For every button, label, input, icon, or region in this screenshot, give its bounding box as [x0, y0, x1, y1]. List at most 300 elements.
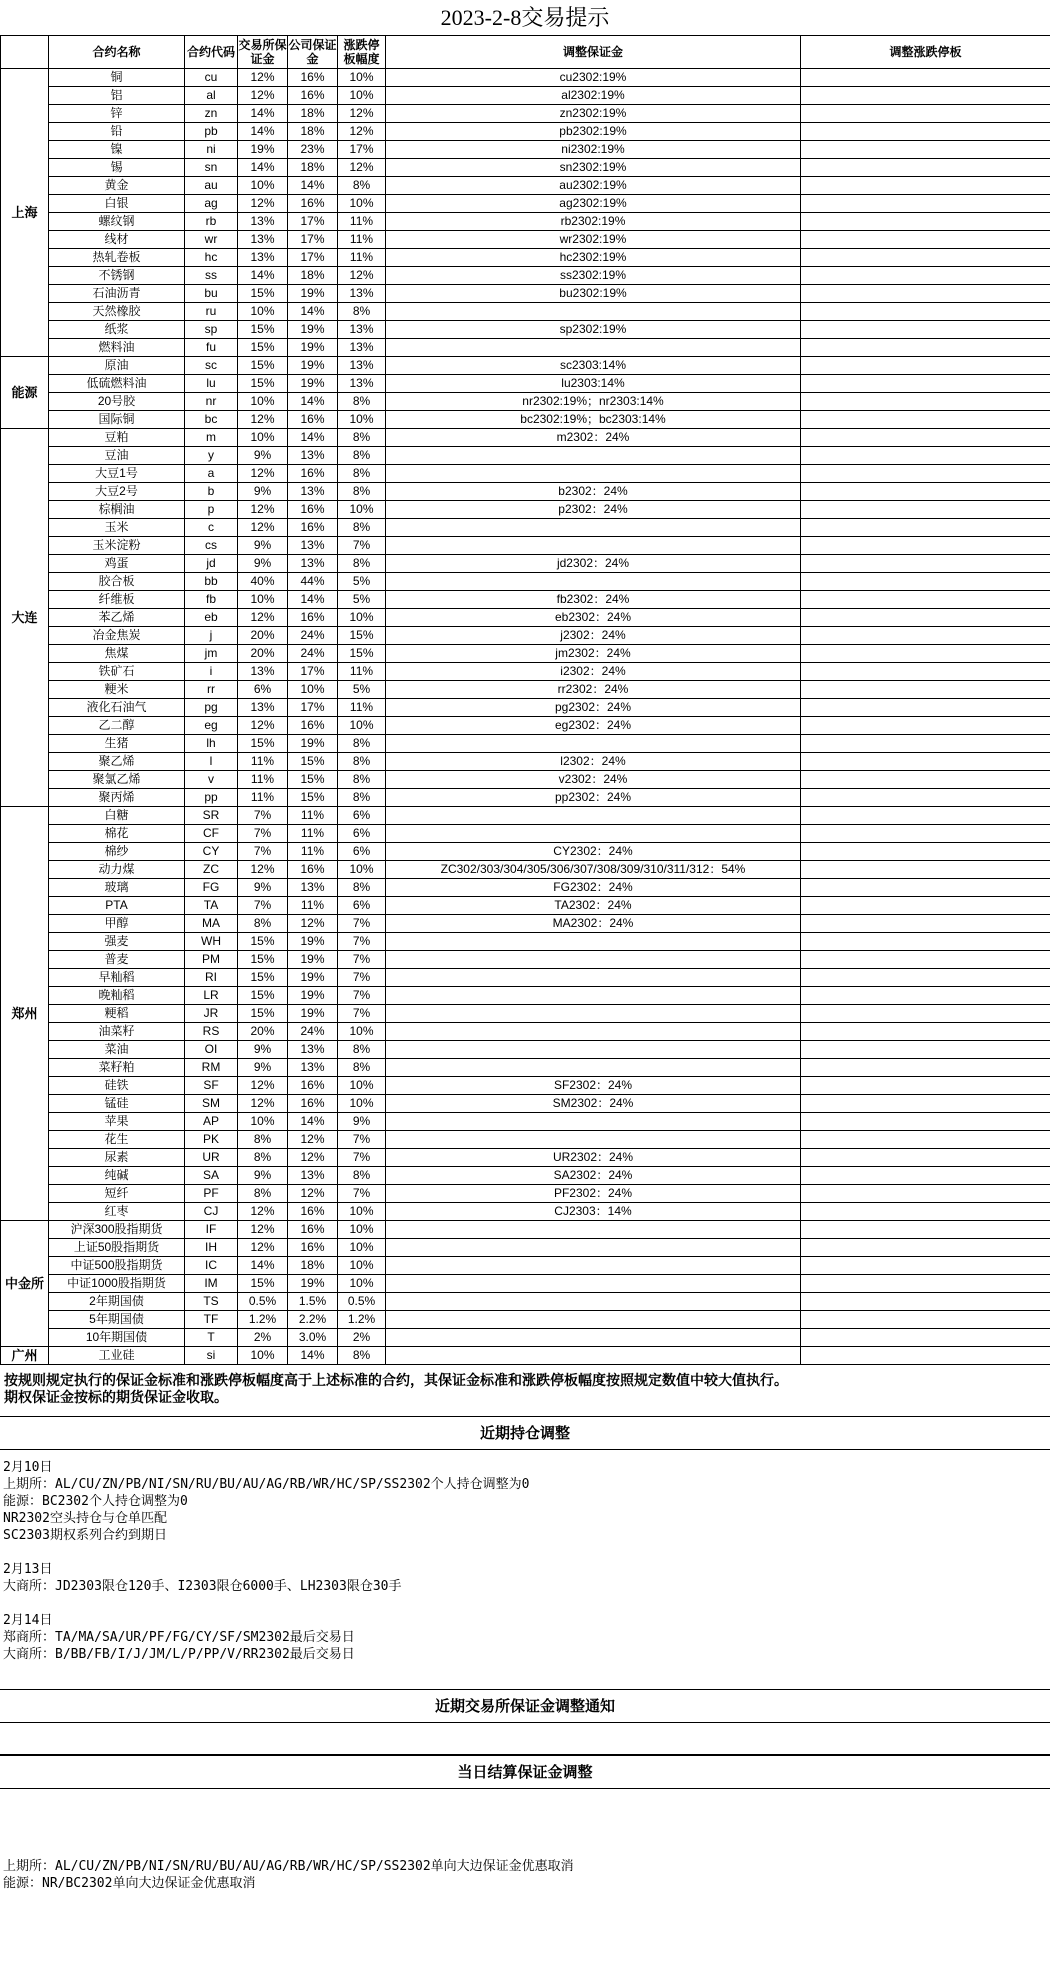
settlement-body	[3, 1858, 1043, 1892]
limit-range: 8%	[338, 447, 386, 465]
exchange-margin: 9%	[238, 483, 288, 501]
limit-range: 11%	[338, 663, 386, 681]
adjust-margin: hc2302:19%	[386, 249, 801, 267]
table-row	[1, 1131, 1050, 1149]
contract-name: 纤维板	[49, 591, 185, 609]
exchange-margin: 14%	[238, 1257, 288, 1275]
contract-name: 菜籽粕	[49, 1059, 185, 1077]
company-margin: 19%	[288, 1005, 338, 1023]
table-row	[1, 825, 1050, 843]
adjust-limit	[801, 1257, 1050, 1275]
adjust-limit	[801, 627, 1050, 645]
exchange-margin: 13%	[238, 249, 288, 267]
adjust-margin: cu2302:19%	[386, 69, 801, 87]
limit-range: 8%	[338, 771, 386, 789]
company-margin: 14%	[288, 429, 338, 447]
adjust-limit	[801, 1221, 1050, 1239]
limit-range: 8%	[338, 483, 386, 501]
company-margin: 14%	[288, 1113, 338, 1131]
company-margin: 19%	[288, 375, 338, 393]
header-adjust-margin: 调整保证金	[386, 36, 801, 69]
contract-code: IC	[185, 1257, 238, 1275]
table-row	[1, 1293, 1050, 1311]
company-margin: 16%	[288, 69, 338, 87]
exchange-margin: 12%	[238, 1221, 288, 1239]
contract-code: ag	[185, 195, 238, 213]
contract-name: 中证500股指期货	[49, 1257, 185, 1275]
exchange-margin: 12%	[238, 87, 288, 105]
table-row	[1, 753, 1050, 771]
header-adjust-limit: 调整涨跌停板	[801, 36, 1050, 69]
section-line: 2月13日	[3, 1562, 53, 1577]
exchange-notice-heading: 近期交易所保证金调整通知	[0, 1689, 1050, 1723]
adjust-margin	[386, 1131, 801, 1149]
adjust-limit	[801, 213, 1050, 231]
contract-name: 大豆2号	[49, 483, 185, 501]
table-row	[1, 357, 1050, 375]
company-margin: 14%	[288, 1347, 338, 1365]
company-margin: 19%	[288, 987, 338, 1005]
exchange-margin: 7%	[238, 843, 288, 861]
table-row	[1, 951, 1050, 969]
contract-code: bu	[185, 285, 238, 303]
adjust-limit	[801, 375, 1050, 393]
limit-range: 10%	[338, 1257, 386, 1275]
note-line: 按规则规定执行的保证金标准和涨跌停板幅度高于上述标准的合约，其保证金标准和涨跌停板幅度按照规定数值中较大值执行。	[4, 1372, 788, 1388]
header-exchange	[1, 36, 49, 69]
contract-name: 铝	[49, 87, 185, 105]
contract-code: sp	[185, 321, 238, 339]
contract-code: TS	[185, 1293, 238, 1311]
adjust-limit	[801, 1095, 1050, 1113]
contract-code: PK	[185, 1131, 238, 1149]
contract-name: 强麦	[49, 933, 185, 951]
contract-name: 不锈钢	[49, 267, 185, 285]
exchange-margin: 12%	[238, 609, 288, 627]
section-line: 上期所：AL/CU/ZN/PB/NI/SN/RU/BU/AU/AG/RB/WR/HC/SP/SS2302单向大边保证金优惠取消	[3, 1859, 574, 1874]
adjust-margin: UR2302：24%	[386, 1149, 801, 1167]
note-line: 期权保证金按标的期货保证金收取。	[4, 1389, 228, 1405]
contract-name: 棉纱	[49, 843, 185, 861]
section-line: 大商所：JD2303限仓120手、I2303限仓6000手、LH2303限仓30手	[3, 1579, 402, 1594]
table-row	[1, 159, 1050, 177]
limit-range: 9%	[338, 1113, 386, 1131]
contract-name: 锰硅	[49, 1095, 185, 1113]
table-row	[1, 1041, 1050, 1059]
exchange-margin: 6%	[238, 681, 288, 699]
exchange-margin: 15%	[238, 735, 288, 753]
adjust-limit	[801, 897, 1050, 915]
contract-name: 铅	[49, 123, 185, 141]
table-row	[1, 681, 1050, 699]
table-row	[1, 1311, 1050, 1329]
exchange-margin: 15%	[238, 375, 288, 393]
limit-range: 7%	[338, 915, 386, 933]
company-margin: 2.2%	[288, 1311, 338, 1329]
adjust-margin	[386, 969, 801, 987]
contract-name: 国际铜	[49, 411, 185, 429]
exchange-label: 能源	[1, 357, 49, 429]
adjust-margin: zn2302:19%	[386, 105, 801, 123]
exchange-margin: 12%	[238, 1077, 288, 1095]
limit-range: 11%	[338, 699, 386, 717]
exchange-margin: 11%	[238, 753, 288, 771]
adjust-margin: PF2302：24%	[386, 1185, 801, 1203]
adjust-limit	[801, 303, 1050, 321]
contract-name: 早籼稻	[49, 969, 185, 987]
table-row	[1, 1329, 1050, 1347]
adjust-margin	[386, 1041, 801, 1059]
limit-range: 11%	[338, 249, 386, 267]
limit-range: 10%	[338, 87, 386, 105]
contract-code: jm	[185, 645, 238, 663]
contract-code: MA	[185, 915, 238, 933]
adjust-margin	[386, 1275, 801, 1293]
adjust-limit	[801, 609, 1050, 627]
adjust-margin: eg2302：24%	[386, 717, 801, 735]
contract-name: 动力煤	[49, 861, 185, 879]
table-row	[1, 1275, 1050, 1293]
company-margin: 13%	[288, 555, 338, 573]
table-row	[1, 1095, 1050, 1113]
limit-range: 7%	[338, 933, 386, 951]
table-row	[1, 1257, 1050, 1275]
limit-range: 7%	[338, 951, 386, 969]
adjust-margin: ZC302/303/304/305/306/307/308/309/310/311/312：54%	[386, 861, 801, 879]
contract-code: UR	[185, 1149, 238, 1167]
limit-range: 12%	[338, 123, 386, 141]
exchange-margin: 0.5%	[238, 1293, 288, 1311]
margin-table	[0, 35, 1050, 1365]
section-line: 上期所：AL/CU/ZN/PB/NI/SN/RU/BU/AU/AG/RB/WR/HC/SP/SS2302个人持仓调整为0	[3, 1477, 530, 1492]
adjust-limit	[801, 177, 1050, 195]
contract-name: 10年期国债	[49, 1329, 185, 1347]
exchange-margin: 13%	[238, 663, 288, 681]
contract-code: cs	[185, 537, 238, 555]
exchange-margin: 14%	[238, 105, 288, 123]
contract-code: IM	[185, 1275, 238, 1293]
rules-note	[4, 1372, 1044, 1406]
table-row	[1, 933, 1050, 951]
contract-code: al	[185, 87, 238, 105]
adjust-limit	[801, 429, 1050, 447]
contract-name: 白银	[49, 195, 185, 213]
contract-code: bc	[185, 411, 238, 429]
table-row	[1, 1347, 1050, 1365]
exchange-margin: 8%	[238, 1149, 288, 1167]
adjust-limit	[801, 1275, 1050, 1293]
company-margin: 13%	[288, 1041, 338, 1059]
adjust-limit	[801, 663, 1050, 681]
adjust-margin: nr2302:19%；nr2303:14%	[386, 393, 801, 411]
contract-name: 聚氯乙烯	[49, 771, 185, 789]
adjust-margin	[386, 825, 801, 843]
exchange-margin: 12%	[238, 411, 288, 429]
adjust-limit	[801, 879, 1050, 897]
limit-range: 15%	[338, 645, 386, 663]
contract-name: 锡	[49, 159, 185, 177]
contract-name: 尿素	[49, 1149, 185, 1167]
adjust-limit	[801, 357, 1050, 375]
adjust-limit	[801, 501, 1050, 519]
adjust-margin	[386, 951, 801, 969]
exchange-margin: 9%	[238, 879, 288, 897]
exchange-margin: 12%	[238, 1239, 288, 1257]
adjust-margin: sc2303:14%	[386, 357, 801, 375]
contract-name: 5年期国债	[49, 1311, 185, 1329]
contract-code: ss	[185, 267, 238, 285]
adjust-limit	[801, 1167, 1050, 1185]
adjust-margin	[386, 1113, 801, 1131]
section-line	[3, 1544, 1043, 1561]
exchange-margin: 12%	[238, 519, 288, 537]
limit-range: 13%	[338, 285, 386, 303]
exchange-margin: 20%	[238, 627, 288, 645]
limit-range: 7%	[338, 1185, 386, 1203]
exchange-margin: 10%	[238, 1347, 288, 1365]
exchange-label: 大连	[1, 429, 49, 807]
contract-code: SF	[185, 1077, 238, 1095]
limit-range: 8%	[338, 879, 386, 897]
table-row	[1, 339, 1050, 357]
company-margin: 10%	[288, 681, 338, 699]
limit-range: 5%	[338, 573, 386, 591]
exchange-margin: 20%	[238, 1023, 288, 1041]
contract-name: 铁矿石	[49, 663, 185, 681]
adjust-margin: pp2302：24%	[386, 789, 801, 807]
contract-name: 粳稻	[49, 1005, 185, 1023]
adjust-limit	[801, 987, 1050, 1005]
company-margin: 13%	[288, 483, 338, 501]
adjust-margin: bu2302:19%	[386, 285, 801, 303]
contract-name: 石油沥青	[49, 285, 185, 303]
table-row	[1, 1113, 1050, 1131]
adjust-margin: jd2302：24%	[386, 555, 801, 573]
adjust-margin: eb2302：24%	[386, 609, 801, 627]
contract-name: 中证1000股指期货	[49, 1275, 185, 1293]
limit-range: 10%	[338, 1023, 386, 1041]
adjust-limit	[801, 645, 1050, 663]
table-row	[1, 1149, 1050, 1167]
contract-name: 油菜籽	[49, 1023, 185, 1041]
contract-name: 螺纹钢	[49, 213, 185, 231]
table-row	[1, 267, 1050, 285]
contract-name: 大豆1号	[49, 465, 185, 483]
company-margin: 16%	[288, 717, 338, 735]
contract-name: 冶金焦炭	[49, 627, 185, 645]
contract-name: 纸浆	[49, 321, 185, 339]
company-margin: 12%	[288, 1185, 338, 1203]
company-margin: 19%	[288, 969, 338, 987]
table-header-row	[1, 36, 1050, 69]
table-row	[1, 321, 1050, 339]
adjust-margin: FG2302：24%	[386, 879, 801, 897]
contract-name: 20号胶	[49, 393, 185, 411]
company-margin: 19%	[288, 357, 338, 375]
table-row	[1, 645, 1050, 663]
adjust-limit	[801, 807, 1050, 825]
adjust-limit	[801, 285, 1050, 303]
section-line: 能源：BC2302个人持仓调整为0	[3, 1494, 188, 1509]
contract-code: c	[185, 519, 238, 537]
exchange-margin: 10%	[238, 303, 288, 321]
exchange-margin: 12%	[238, 1203, 288, 1221]
adjust-margin: i2302：24%	[386, 663, 801, 681]
exchange-margin: 15%	[238, 285, 288, 303]
contract-code: au	[185, 177, 238, 195]
contract-name: 硅铁	[49, 1077, 185, 1095]
contract-code: CY	[185, 843, 238, 861]
table-row	[1, 501, 1050, 519]
company-margin: 18%	[288, 105, 338, 123]
contract-code: LR	[185, 987, 238, 1005]
adjust-limit	[801, 969, 1050, 987]
contract-name: 棉花	[49, 825, 185, 843]
limit-range: 11%	[338, 231, 386, 249]
adjust-limit	[801, 843, 1050, 861]
exchange-margin: 8%	[238, 915, 288, 933]
company-margin: 17%	[288, 699, 338, 717]
adjust-limit	[801, 555, 1050, 573]
exchange-margin: 9%	[238, 537, 288, 555]
contract-code: WH	[185, 933, 238, 951]
adjust-limit	[801, 591, 1050, 609]
exchange-margin: 15%	[238, 339, 288, 357]
table-row	[1, 879, 1050, 897]
limit-range: 8%	[338, 753, 386, 771]
table-row	[1, 861, 1050, 879]
limit-range: 12%	[338, 105, 386, 123]
limit-range: 8%	[338, 177, 386, 195]
limit-range: 8%	[338, 465, 386, 483]
table-row	[1, 609, 1050, 627]
contract-name: 苹果	[49, 1113, 185, 1131]
adjust-limit	[801, 681, 1050, 699]
table-row	[1, 1059, 1050, 1077]
adjust-limit	[801, 141, 1050, 159]
exchange-margin: 9%	[238, 1167, 288, 1185]
header-contract-name: 合约名称	[49, 36, 185, 69]
table-row	[1, 69, 1050, 87]
contract-name: 液化石油气	[49, 699, 185, 717]
company-margin: 12%	[288, 915, 338, 933]
limit-range: 8%	[338, 1041, 386, 1059]
exchange-margin: 19%	[238, 141, 288, 159]
adjust-margin: al2302:19%	[386, 87, 801, 105]
limit-range: 8%	[338, 735, 386, 753]
adjust-limit	[801, 123, 1050, 141]
contract-name: 胶合板	[49, 573, 185, 591]
contract-code: pg	[185, 699, 238, 717]
adjust-limit	[801, 267, 1050, 285]
contract-code: sc	[185, 357, 238, 375]
table-row	[1, 303, 1050, 321]
table-row	[1, 1239, 1050, 1257]
adjust-margin	[386, 987, 801, 1005]
contract-code: OI	[185, 1041, 238, 1059]
company-margin: 16%	[288, 501, 338, 519]
adjust-margin: TA2302：24%	[386, 897, 801, 915]
contract-code: eb	[185, 609, 238, 627]
contract-code: PM	[185, 951, 238, 969]
adjust-margin	[386, 1329, 801, 1347]
adjust-margin: lu2303:14%	[386, 375, 801, 393]
company-margin: 17%	[288, 663, 338, 681]
company-margin: 19%	[288, 339, 338, 357]
limit-range: 10%	[338, 717, 386, 735]
contract-name: 玉米淀粉	[49, 537, 185, 555]
exchange-label: 中金所	[1, 1221, 49, 1347]
table-row	[1, 735, 1050, 753]
table-row	[1, 105, 1050, 123]
contract-code: IH	[185, 1239, 238, 1257]
adjust-margin: ag2302:19%	[386, 195, 801, 213]
company-margin: 19%	[288, 951, 338, 969]
company-margin: 17%	[288, 213, 338, 231]
table-row	[1, 717, 1050, 735]
contract-code: bb	[185, 573, 238, 591]
limit-range: 10%	[338, 609, 386, 627]
company-margin: 18%	[288, 159, 338, 177]
adjust-limit	[801, 159, 1050, 177]
contract-code: zn	[185, 105, 238, 123]
adjust-margin: au2302:19%	[386, 177, 801, 195]
adjust-margin: ss2302:19%	[386, 267, 801, 285]
table-row	[1, 1005, 1050, 1023]
contract-code: fb	[185, 591, 238, 609]
exchange-margin: 12%	[238, 717, 288, 735]
table-row	[1, 519, 1050, 537]
table-row	[1, 969, 1050, 987]
contract-code: m	[185, 429, 238, 447]
section-line	[3, 1595, 1043, 1612]
adjust-margin: p2302：24%	[386, 501, 801, 519]
adjust-margin	[386, 1023, 801, 1041]
table-row	[1, 1221, 1050, 1239]
contract-code: i	[185, 663, 238, 681]
adjust-limit	[801, 1311, 1050, 1329]
contract-name: 白糖	[49, 807, 185, 825]
company-margin: 13%	[288, 447, 338, 465]
limit-range: 7%	[338, 969, 386, 987]
adjust-margin	[386, 1347, 801, 1365]
contract-code: nr	[185, 393, 238, 411]
limit-range: 1.2%	[338, 1311, 386, 1329]
adjust-limit	[801, 105, 1050, 123]
exchange-margin: 12%	[238, 861, 288, 879]
contract-name: 甲醇	[49, 915, 185, 933]
limit-range: 6%	[338, 807, 386, 825]
table-row	[1, 1077, 1050, 1095]
adjust-limit	[801, 1185, 1050, 1203]
exchange-margin: 14%	[238, 159, 288, 177]
table-row	[1, 411, 1050, 429]
adjust-margin	[386, 807, 801, 825]
adjust-limit	[801, 339, 1050, 357]
company-margin: 14%	[288, 177, 338, 195]
exchange-margin: 15%	[238, 951, 288, 969]
company-margin: 15%	[288, 753, 338, 771]
contract-name: 红枣	[49, 1203, 185, 1221]
contract-code: si	[185, 1347, 238, 1365]
adjust-limit	[801, 1041, 1050, 1059]
adjust-limit	[801, 69, 1050, 87]
contract-name: 锌	[49, 105, 185, 123]
contract-name: 晚籼稻	[49, 987, 185, 1005]
contract-name: 玉米	[49, 519, 185, 537]
adjust-limit	[801, 1131, 1050, 1149]
contract-code: CF	[185, 825, 238, 843]
